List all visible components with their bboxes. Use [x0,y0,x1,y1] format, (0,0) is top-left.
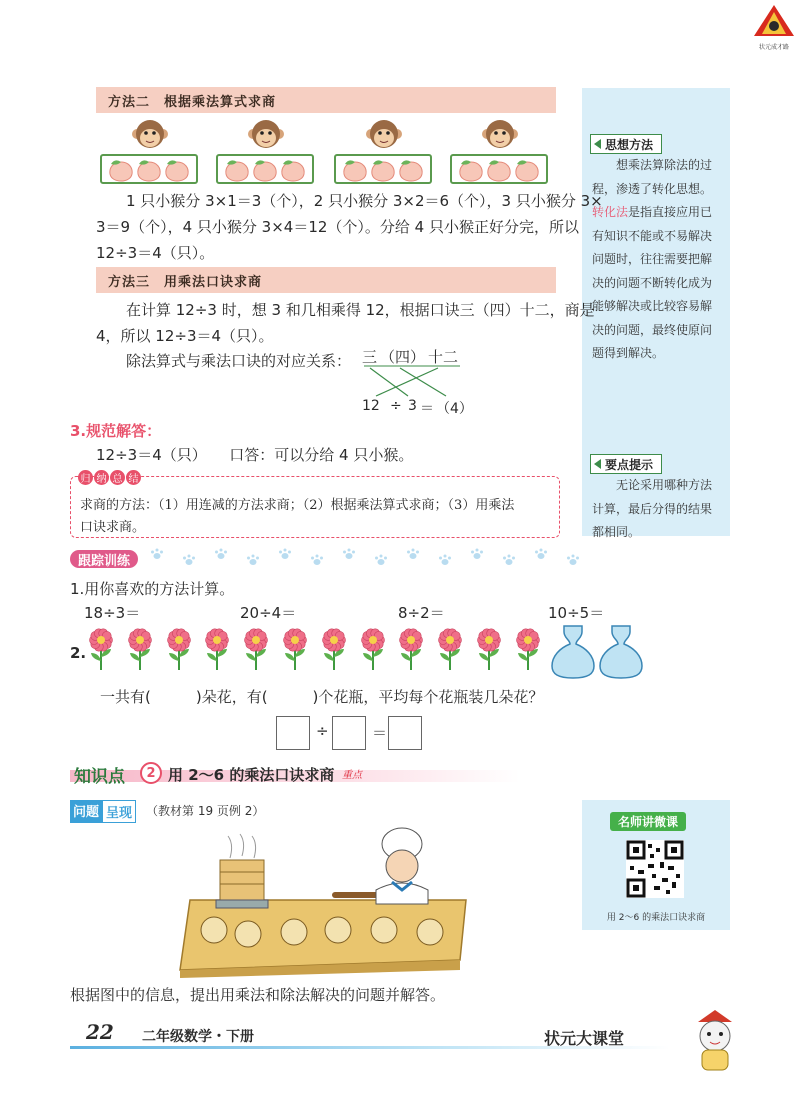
method-3-title: 方法三 用乘法口诀求商 [108,274,263,290]
method-2-line-1: 1 只小猴分 3×1＝3（个），2 只小猴分 3×2＝6（个），3 只小猴分 3× [126,192,603,210]
monkey-icon [248,116,284,152]
pawprint-icon [182,554,196,566]
step-3-label: 3.规范解答： [70,422,162,440]
problem-question: 根据图中的信息，提出用乘法和除法解决的问题并解答。 [70,986,446,1004]
logo-icon [752,4,796,38]
summary-line-1: 求商的方法：（1）用连减的方法求商；（2）根据乘法算式求商；（3）用乘法 [80,498,515,513]
method-3-line-2: 4，所以 12÷3＝4（只）。 [96,327,274,345]
summary-badge: 归 纳 总 结 [78,470,141,485]
micro-lesson-card[interactable] [582,800,730,930]
peach-icon [108,158,134,182]
peach-icon [370,158,396,182]
equation-quotient: （4） [436,401,473,417]
thinking-method-text: 想乘法算除法的过程，渗透了转化思想。转化法是指直接应用已有知识不能或不易解决问题时，往往需要把解决的问题不断转化成为能够解决或比较容易解决的问题，最终使原问题得到解决。 [592,158,713,360]
flower-icon [319,627,349,671]
key-tag: 重点 [342,770,362,781]
pawprint-icon [470,548,484,560]
rhyme-part-3: 十二 [428,348,459,366]
page-number: 22 [86,1020,114,1044]
highlight-term: 转化法 [592,205,629,219]
vase-2 [598,624,644,684]
equation-dividend: 12 [362,398,380,414]
method-2-line-3: 12÷3＝4（只）。 [96,244,215,262]
series-title: 状元大课堂 [544,1029,625,1048]
relation-label: 除法算式与乘法口诀的对应关系： [126,352,352,370]
thinking-method-tag [590,134,662,154]
vase-icon [598,624,644,680]
q1-label: 1.用你喜欢的方法计算。 [70,580,235,598]
method-2-line-2: 3＝9（个），4 只小猴分 3×4＝12（个）。分给 4 只小猴正好分完，所以 [96,218,579,236]
equation-divide: ÷ [390,398,402,414]
mascot [690,1008,740,1078]
pawprint-icon [310,554,324,566]
pawprint-icon [150,548,164,560]
flower-icon [280,627,310,671]
monkey-with-peaches [216,116,316,188]
equation-equals: ＝ [420,401,434,417]
peach-plate [450,154,548,184]
q2-label: 2. [70,644,87,662]
flower-icon [513,627,543,671]
knowledge-point-number: 2 [140,762,162,784]
mascot-icon [690,1008,740,1074]
peach-icon [514,158,540,182]
peach-plate [216,154,314,184]
q2-equals-sign: ＝ [372,724,388,742]
knowledge-point-title: 用 2～6 的乘法口诀求商 [168,766,335,784]
equation-divisor: 3 [408,398,417,414]
key-points-text: 无论采用哪种方法计算，最后分得的结果都相同。 [592,478,713,539]
peach-plate [334,154,432,184]
monkey-with-peaches [450,116,550,188]
q1-item-3: 8÷2＝ [398,604,445,622]
q1-item-1: 18÷3＝ [84,604,141,622]
pawprint-icon [566,554,580,566]
monkey-with-peaches [334,116,434,188]
chef-illustration [170,820,470,980]
peach-plate [100,154,198,184]
q2-divide-sign: ÷ [316,722,329,740]
flower-icon [164,627,194,671]
flower-icon [241,627,271,671]
summary-line-2: 口诀求商。 [80,520,146,535]
peach-icon [486,158,512,182]
knowledge-point-label: 知识点 [74,767,125,787]
peach-icon [252,158,278,182]
micro-lesson-title: 名师讲微课 [610,812,686,831]
flower-icon [474,627,504,671]
key-points-tag [590,454,662,474]
monkey-icon [366,116,402,152]
peach-icon [164,158,190,182]
vase-icon [550,624,596,680]
flower-icon [435,627,465,671]
peach-icon [342,158,368,182]
rhyme-part-1: 三 [362,348,378,366]
flower-icon [86,627,116,671]
monkey-with-peaches [100,116,200,188]
answer-box-quotient[interactable] [388,716,422,750]
q1-item-4: 10÷5＝ [548,604,605,622]
micro-lesson-caption: 用 2～6 的乘法口诀求商 [606,913,706,923]
pawprint-icon [246,554,260,566]
flower-icon [202,627,232,671]
step-3-answer: 12÷3＝4（只） 口答：可以分给 4 只小猴。 [96,446,414,464]
problem-source: （教材第 19 页例 2） [146,804,265,818]
pawprint-icon [502,554,516,566]
pawprint-icon [406,548,420,560]
rhyme-part-2: （四） [380,348,426,366]
pawprint-icon [342,548,356,560]
peach-icon [280,158,306,182]
pawprint-icon [214,548,228,560]
pawprint-icon [374,554,388,566]
brand-logo [752,4,796,51]
peach-icon [224,158,250,182]
pawprint-icon [534,548,548,560]
knowledge-point-bar [70,760,520,787]
logo-text: 状元成才路 [758,44,789,51]
peach-icon [136,158,162,182]
flower-icon [396,627,426,671]
sidebar-panel [582,88,730,539]
method-3-header [96,267,556,293]
thinking-method-title: 思想方法 [605,137,654,152]
monkey-icon [482,116,518,152]
monkey-icon [132,116,168,152]
chef-steamers-illustration [170,820,470,980]
peach-icon [458,158,484,182]
peach-icon [398,158,424,182]
pawprint-icon [438,554,452,566]
key-points-title: 要点提示 [605,457,654,472]
practice-badge: 跟踪训练 [70,550,138,568]
method-2-header [96,87,556,113]
flower-icon [358,627,388,671]
qr-code[interactable] [626,840,684,898]
flower-icon [125,627,155,671]
pawprint-icon [278,548,292,560]
method-2-title: 方法二 根据乘法算式求商 [108,94,277,110]
book-title: 二年级数学・下册 [142,1029,254,1045]
answer-box-divisor[interactable] [332,716,366,750]
method-3-line-1: 在计算 12÷3 时，想 3 和几相乘得 12，根据口诀三（四）十二，商是 [126,301,595,319]
q1-item-2: 20÷4＝ [240,604,297,622]
vase-1 [550,624,596,684]
q2-question: 一共有( )朵花，有( )个花瓶，平均每个花瓶装几朵花？ [100,688,544,706]
qr-code-icon [626,840,684,898]
problem-badge: 问题 呈现 [70,800,136,823]
rhyme-diagram [360,344,473,417]
answer-box-dividend[interactable] [276,716,310,750]
